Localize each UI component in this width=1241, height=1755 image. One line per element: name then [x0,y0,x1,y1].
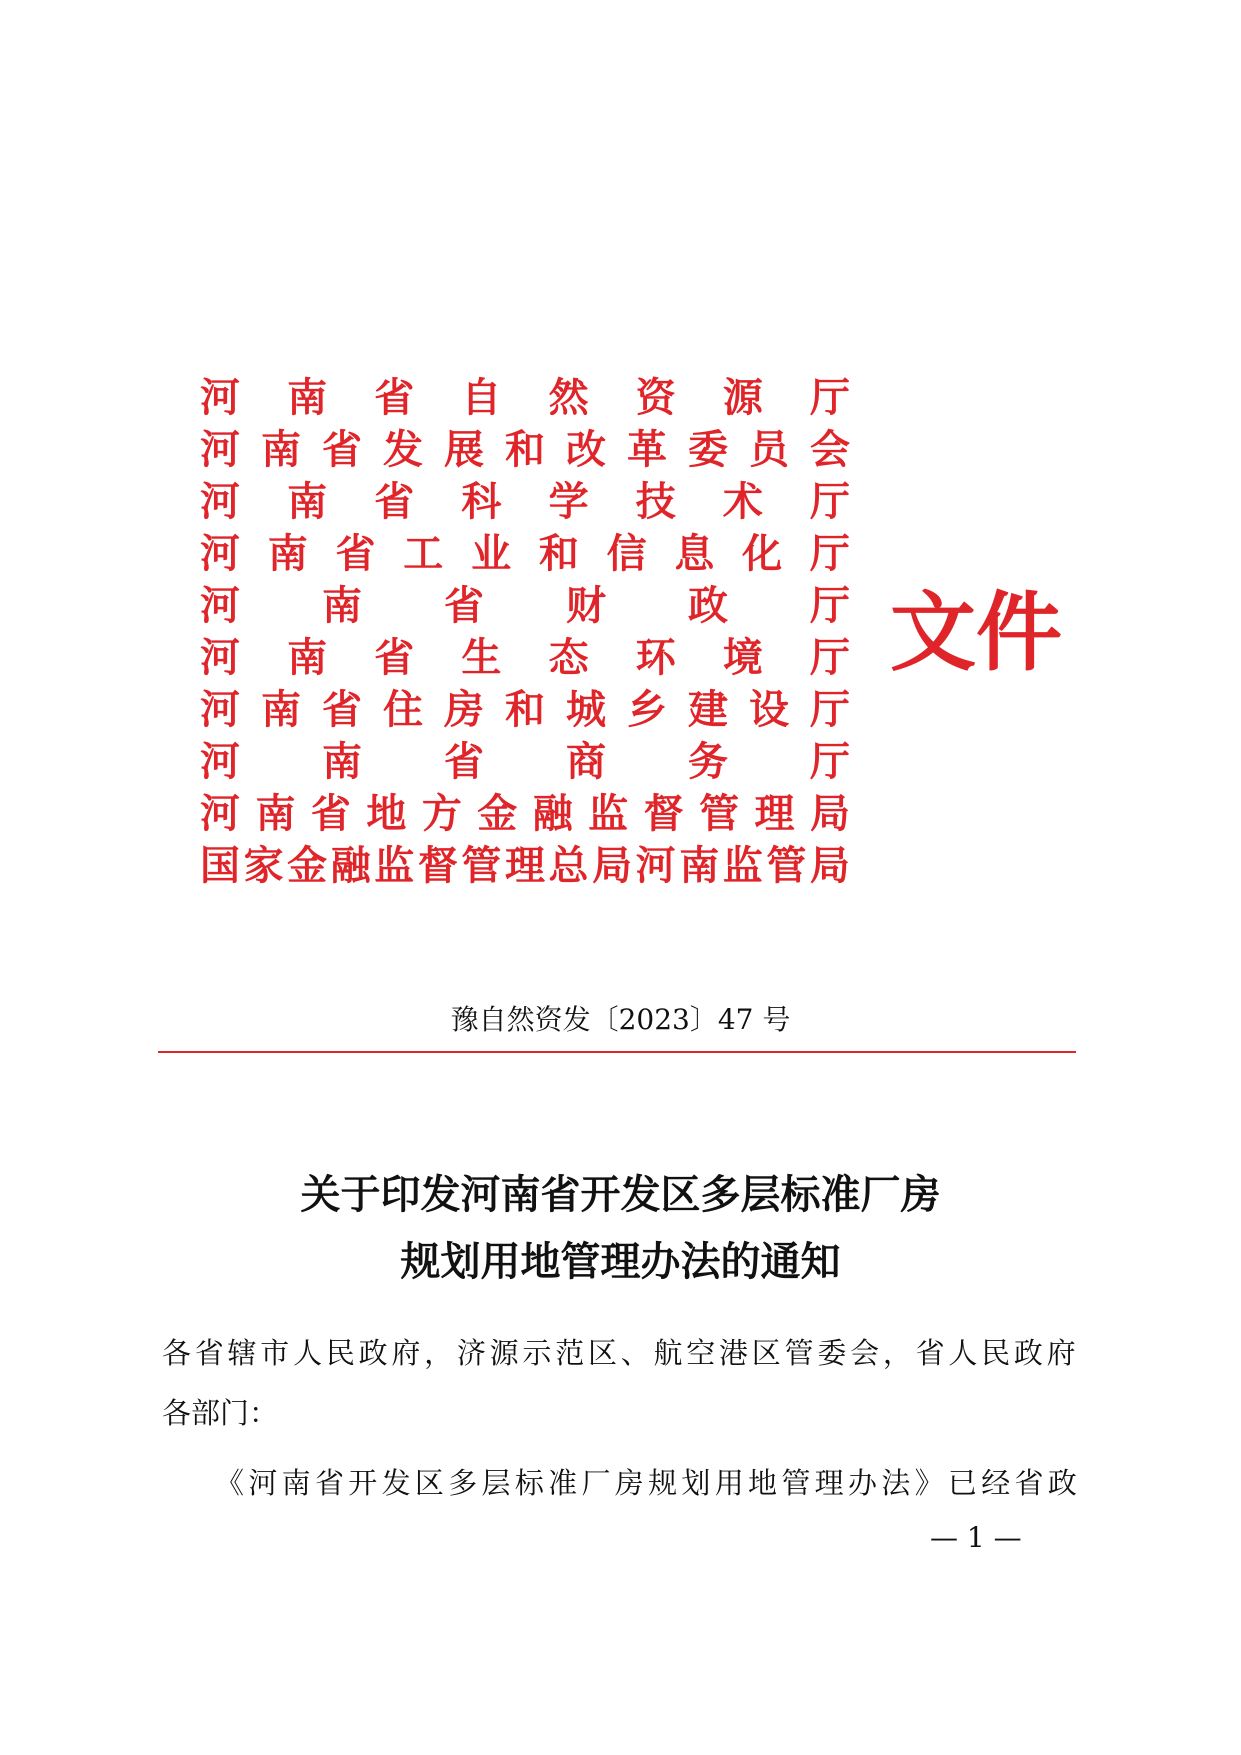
agency-line: 河 南 省 自 然 资 源 厅 [200,375,850,421]
issuing-agencies [200,372,850,892]
document-number: 豫自然资发〔2023〕47 号 [450,1003,791,1036]
title-line-1: 关于印发河南省开发区多层标准厂房 [300,1172,941,1218]
agency-line: 国 家 金 融 监 督 管 理 总 局 河 南 监 管 局 [200,843,850,889]
document-suffix: 文件 [890,583,1062,683]
agency-line: 河 南 省 发 展 和 改 革 委 员 会 [200,427,850,473]
agency-line: 河 南 省 财 政 厅 [200,583,850,629]
agency-line: 河 南 省 科 学 技 术 厅 [200,479,850,525]
agency-line: 河 南 省 地 方 金 融 监 督 管 理 局 [200,791,850,837]
addressee-line-1: 各 省 辖 市 人 民 政 府 ， 济 源 示 范 区 、 航 空 港 区 管 委 会 ， 省 人 民 政 府 [162,1336,1076,1370]
agency-line: 河 南 省 住 房 和 城 乡 建 设 厅 [200,687,850,733]
agency-line: 河 南 省 商 务 厅 [200,739,850,785]
page-number: — 1 — [930,1521,1022,1554]
agency-line: 河 南 省 生 态 环 境 厅 [200,635,850,681]
agency-line: 河 南 省 工 业 和 信 息 化 厅 [200,531,850,577]
red-divider [158,1051,1076,1053]
body-paragraph: 《 河 南 省 开 发 区 多 层 标 准 厂 房 规 划 用 地 管 理 办 法 》 已 经 省 政 [215,1466,1077,1500]
addressee-line-2: 各部门： [162,1396,279,1430]
title-line-2: 规划用地管理办法的通知 [400,1239,841,1285]
